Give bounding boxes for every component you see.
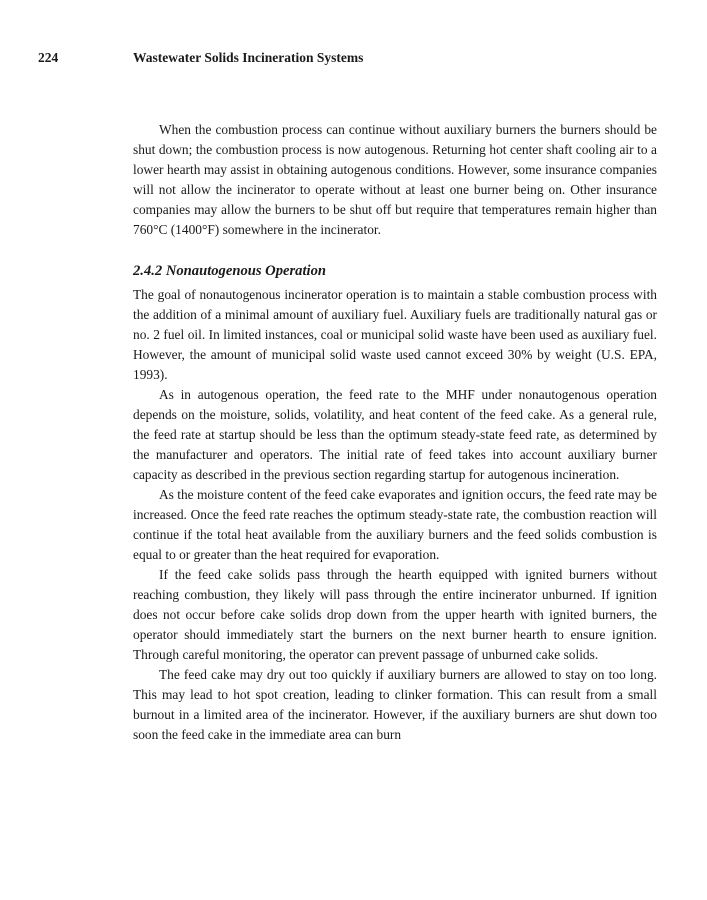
paragraph: The feed cake may dry out too quickly if auxiliary burners are allowed to stay on too long. This may lead to hot spot creation, leading to clinker formation. This can result from a small burnout in a limited area of the incinerator. However, if the auxiliary burners are shut down too soon the feed cake in the immediate area can burn xyxy=(133,667,657,742)
book-title: Wastewater Solids Incineration Systems xyxy=(133,50,364,65)
page-body xyxy=(133,120,657,745)
section-heading: 2.4.2 Nonautogenous Operation xyxy=(133,263,326,279)
paragraph: The goal of nonautogenous incinerator operation is to maintain a stable combustion process with the addition of a minimal amount of auxiliary fuel. Auxiliary fuels are traditionally natural gas or no. 2 fuel oil. In limited instances, coal or municipal solid waste have been used as auxiliary fuel. However, the amount of municipal solid waste used cannot exceed 30% by weight (U.S. EPA, 1993). xyxy=(133,287,657,382)
paragraph: When the combustion process can continue without auxiliary burners the burners should be shut down; the combustion process is now autogenous. Returning hot center shaft cooling air to a lower hearth may assist in obtaining autogenous conditions. However, some insurance companies will not allow the incinerator to operate without at least one burner being on. Other insurance companies may allow the burners to be shut off but require that temperatures remain higher than 760°C (1400°F) somewhere in the incinerator. xyxy=(133,122,657,237)
page-number: 224 xyxy=(38,50,59,65)
paragraph: If the feed cake solids pass through the hearth equipped with ignited burners without reaching combustion, they likely will pass through the entire incinerator unburned. If ignition does not occur before cake solids drop down from the upper hearth with ignited burners, the operator should immediately start the burners on the next burner hearth to ensure ignition. Through careful monitoring, the operator can prevent passage of unburned cake solids. xyxy=(133,567,657,662)
paragraph: As in autogenous operation, the feed rate to the MHF under nonautogenous operation depends on the moisture, solids, volatility, and heat content of the feed cake. As a general rule, the feed rate at startup should be less than the optimum steady-state feed rate, as determined by the manufacturer and operators. The initial rate of feed takes into account auxiliary burner capacity as described in the previous section regarding startup for autogenous incineration. xyxy=(133,387,657,482)
paragraph: As the moisture content of the feed cake evaporates and ignition occurs, the feed rate may be increased. Once the feed rate reaches the optimum steady-state rate, the combustion reaction will continue if the total heat available from the auxiliary burners and the feed solids combustion is equal to or greater than the heat required for evaporation. xyxy=(133,487,657,562)
